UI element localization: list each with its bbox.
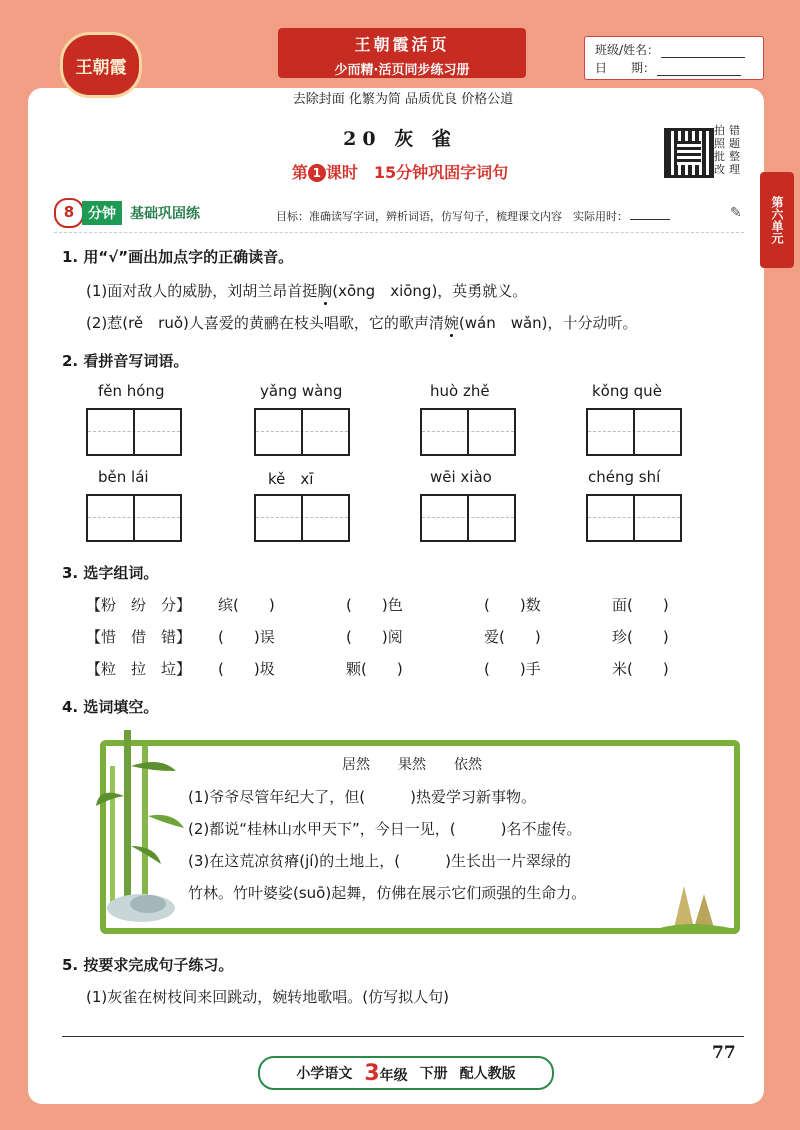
qr-char: 整 [729,150,740,163]
q3-blank[interactable]: ( )阅 [346,628,403,646]
writing-box[interactable] [86,408,182,456]
pinyin-label: běn lái [98,468,149,486]
bamboo-illustration [96,726,186,926]
class-name-field[interactable] [661,45,745,58]
writing-box[interactable] [254,408,350,456]
pinyin-label: huò zhě [430,382,490,400]
q2-title: 2. 看拼音写词语。 [62,352,189,370]
section-minutes-label: 分钟 [82,201,122,225]
bamboo-shoot-illustration [660,880,730,930]
edition-label: 配人教版 [459,1066,516,1082]
qr-char: 改 [714,163,725,176]
qr-char: 题 [729,137,740,150]
grade-label [364,1061,407,1086]
section-minutes-number: 8 [54,198,84,228]
writing-box[interactable] [254,494,350,542]
section-label: 基础巩固练 [130,206,200,222]
lesson-title: 20 灰 雀 [343,128,457,150]
qr-char: 批 [714,150,725,163]
footer-divider [62,1036,744,1037]
q4-sentence-1[interactable]: (1)爷爷尽管年纪大了，但( )热爱学习新事物。 [188,788,536,806]
date-field[interactable] [657,63,741,76]
q3-title: 3. 选字组词。 [62,564,159,582]
grade-suffix: 年级 [379,1067,408,1084]
q3-blank[interactable]: 颗( ) [346,660,403,678]
student-info-box [584,36,764,80]
q3-blank[interactable]: 面( ) [612,596,669,614]
qr-char: 照 [714,137,725,150]
writing-box[interactable] [586,494,682,542]
q3-blank[interactable]: ( )手 [484,660,541,678]
writing-box[interactable] [420,494,516,542]
qr-char: 拍 [714,124,725,137]
qr-char: 错 [729,124,740,137]
series-banner [278,28,526,78]
qr-code-icon[interactable] [664,128,714,178]
page-number: 77 [712,1043,736,1063]
q5-sentence-1: (1)灰雀在树枝间来回跳动，婉转地歌唱。(仿写拟人句) [86,988,449,1006]
class-name-label: 班级/姓名： [595,43,660,57]
unit-tab: 第六单元 [760,172,794,268]
divider [54,232,744,233]
word-bank: 居然 果然 依然 [342,757,482,773]
q1-sentence-2 [86,312,638,333]
q3-blank[interactable]: ( )圾 [218,660,275,678]
pinyin-label: kě xī [268,470,314,488]
section-goal [276,208,670,224]
q4-sentence-2[interactable]: (2)都说“桂林山水甲天下”，今日一见，( )名不虚传。 [188,820,582,838]
q3-row-1-label: 【粉 纷 分】 [86,596,192,614]
section-header [54,200,200,226]
dotted-char: 婉 [443,314,459,332]
q3-row-2-label: 【惜 借 错】 [86,628,192,646]
writing-box[interactable] [586,408,682,456]
q3-blank[interactable]: ( )色 [346,596,403,614]
pinyin-label: fěn hóng [98,382,165,400]
q3-blank[interactable]: 爱( ) [484,628,541,646]
slogan: 去除封面 化繁为简 品质优良 价格公道 [292,92,514,107]
q1-title: 1. 用“√”画出加点字的正确读音。 [62,248,294,266]
q1-s2-part-b[interactable]: (wán wǎn)，十分动听。 [458,314,638,332]
q3-blank[interactable]: 缤( ) [218,596,275,614]
writing-box[interactable] [86,494,182,542]
writing-box[interactable] [420,408,516,456]
period-number-badge: 1 [308,164,326,182]
pencil-icon: ✎ [730,205,742,221]
series-title: 王朝霞活页 [354,35,450,54]
period-prefix: 第 [291,163,308,182]
time-used-field[interactable] [630,219,670,220]
qr-char: 理 [729,163,740,176]
date-label: 日 期： [595,61,656,75]
goal-text: 目标：准确读写字词，辨析词语，仿写句子，梳理课文内容 实际用时： [276,210,628,223]
q3-blank[interactable]: ( )误 [218,628,275,646]
q1-s1-part-a: (1)面对敌人的威胁，刘胡兰昂首挺 [86,282,318,300]
footer-edition-badge [258,1056,554,1090]
q3-row-3-label: 【粒 拉 垃】 [86,660,192,678]
pinyin-label: wēi xiào [430,468,492,486]
grade-number: 3 [364,1060,380,1086]
q3-blank[interactable]: 珍( ) [612,628,669,646]
q1-sentence-1 [86,280,527,301]
qr-caption [714,124,744,176]
q1-s1-part-b[interactable]: (xōng xiōng)，英勇就义。 [332,282,528,300]
pinyin-label: kǒng què [592,382,662,400]
q1-s2-part-a[interactable]: (2)惹(rě ruǒ)人喜爱的黄鹂在枝头唱歌，它的歌声清 [86,314,444,332]
q4-title: 4. 选词填空。 [62,698,159,716]
q3-blank[interactable]: ( )数 [484,596,541,614]
pinyin-label: yǎng wàng [260,382,343,400]
brand-logo [60,32,142,98]
q4-sentence-3-cont: 竹林。竹叶婆娑(suō)起舞，仿佛在展示它们顽强的生命力。 [188,884,587,902]
q4-sentence-3[interactable]: (3)在这荒凉贫瘠(jí)的土地上，( )生长出一片翠绿的 [188,852,571,870]
logo-text: 王朝霞 [75,57,127,78]
period-suffix: 课时 15分钟巩固字词句 [325,163,509,182]
q3-blank[interactable]: 米( ) [612,660,669,678]
volume-label: 下册 [419,1066,448,1082]
pinyin-label: chéng shí [588,468,661,486]
dotted-char: 胸 [317,282,333,300]
q5-title: 5. 按要求完成句子练习。 [62,956,234,974]
series-subtitle: 少而精·活页同步练习册 [334,63,470,78]
subject-label: 小学语文 [296,1066,353,1082]
